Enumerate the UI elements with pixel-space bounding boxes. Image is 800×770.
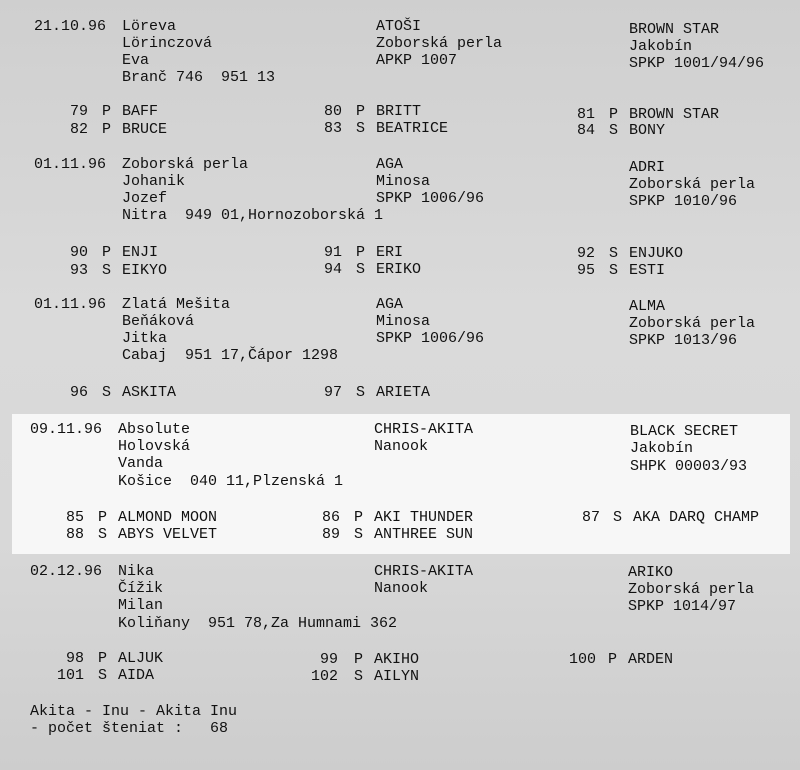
dam-name: BLACK SECRET xyxy=(630,423,739,440)
puppy-number: 87 xyxy=(581,509,600,526)
puppy-number: 98 xyxy=(65,650,84,667)
puppy-sex: S xyxy=(102,384,112,401)
puppy-number: 97 xyxy=(323,384,342,401)
puppy-name: BEATRICE xyxy=(376,120,449,137)
puppy-name: ANTHREE SUN xyxy=(374,526,474,543)
puppy-sex: P xyxy=(608,651,618,668)
puppy-name: EIKYO xyxy=(122,262,168,279)
puppy-number: 96 xyxy=(69,384,88,401)
puppy-number: 91 xyxy=(323,244,342,261)
sire-name: AGA xyxy=(376,156,404,173)
puppy-sex: P xyxy=(102,244,112,261)
dam-name: ADRI xyxy=(629,159,666,176)
puppy-name: AKA DARQ CHAMP xyxy=(633,509,760,526)
dam-name: BROWN STAR xyxy=(629,21,720,38)
puppy-count: - počet šteniat : 68 xyxy=(30,720,229,737)
puppy-name: AKIHO xyxy=(374,651,420,668)
breed-summary: Akita - Inu - Akita Inu xyxy=(30,703,238,720)
puppy-name: BRITT xyxy=(376,103,422,120)
dam-registration: SPKP 1010/96 xyxy=(629,193,738,210)
sire-kennel: Zoborská perla xyxy=(376,35,503,52)
sire-registration: APKP 1007 xyxy=(376,52,458,69)
puppy-sex: S xyxy=(356,384,366,401)
puppy-name: AILYN xyxy=(374,668,420,685)
puppy-sex: P xyxy=(609,106,619,123)
puppy-name: ENJUKO xyxy=(629,245,684,262)
breeder-first-name: Milan xyxy=(118,597,164,614)
puppy-number: 79 xyxy=(69,103,88,120)
puppy-name: ARIETA xyxy=(376,384,431,401)
puppy-sex: S xyxy=(356,261,366,278)
breeder-address: Nitra 949 01,Hornozoborská 1 xyxy=(122,207,384,224)
sire-registration: SPKP 1006/96 xyxy=(376,190,485,207)
puppy-number: 95 xyxy=(576,262,595,279)
puppy-sex: S xyxy=(354,668,364,685)
puppy-number: 86 xyxy=(321,509,340,526)
dam-kennel: Jakobín xyxy=(629,38,693,55)
puppy-name: BONY xyxy=(629,122,666,139)
kennel-name: Zoborská perla xyxy=(122,156,249,173)
puppy-name: ASKITA xyxy=(122,384,177,401)
puppy-sex: S xyxy=(98,526,108,543)
puppy-number: 99 xyxy=(319,651,338,668)
puppy-number: 102 xyxy=(310,668,338,685)
dam-registration: SHPK 00003/93 xyxy=(630,458,748,475)
breeder-address: Košice 040 11,Plzenská 1 xyxy=(118,473,344,490)
litter-date: 02.12.96 xyxy=(30,563,103,580)
breeder-first-name: Eva xyxy=(122,52,150,69)
puppy-name: ESTI xyxy=(629,262,666,279)
puppy-number: 81 xyxy=(576,106,595,123)
puppy-number: 80 xyxy=(323,103,342,120)
breeder-surname: Beňáková xyxy=(122,313,195,330)
puppy-number: 90 xyxy=(69,244,88,261)
breeder-surname: Johanik xyxy=(122,173,186,190)
litter-date: 01.11.96 xyxy=(34,156,107,173)
puppy-name: ALMOND MOON xyxy=(118,509,218,526)
puppy-sex: S xyxy=(102,262,112,279)
puppy-number: 89 xyxy=(321,526,340,543)
puppy-sex: P xyxy=(102,103,112,120)
puppy-sex: P xyxy=(354,651,364,668)
dam-name: ARIKO xyxy=(628,564,674,581)
dam-name: ALMA xyxy=(629,298,666,315)
puppy-number: 88 xyxy=(65,526,84,543)
litter-date: 21.10.96 xyxy=(34,18,107,35)
dam-kennel: Jakobín xyxy=(630,440,694,457)
puppy-name: ABYS VELVET xyxy=(118,526,218,543)
dam-registration: SPKP 1001/94/96 xyxy=(629,55,765,72)
puppy-name: BRUCE xyxy=(122,121,168,138)
breeder-address: Branč 746 951 13 xyxy=(122,69,276,86)
puppy-name: ENJI xyxy=(122,244,159,261)
sire-name: CHRIS-AKITA xyxy=(374,421,474,438)
puppy-name: BAFF xyxy=(122,103,159,120)
puppy-number: 93 xyxy=(69,262,88,279)
breeder-first-name: Vanda xyxy=(118,455,164,472)
kennel-name: Nika xyxy=(118,563,155,580)
sire-kennel: Nanook xyxy=(374,438,429,455)
kennel-name: Zlatá Mešita xyxy=(122,296,231,313)
sire-kennel: Minosa xyxy=(376,173,431,190)
puppy-number: 100 xyxy=(568,651,596,668)
puppy-sex: S xyxy=(356,120,366,137)
breeder-first-name: Jozef xyxy=(122,190,168,207)
puppy-number: 83 xyxy=(323,120,342,137)
sire-name: ATOŠI xyxy=(376,18,422,35)
puppy-sex: S xyxy=(609,122,619,139)
dam-kennel: Zoborská perla xyxy=(629,176,756,193)
breeder-first-name: Jitka xyxy=(122,330,168,347)
puppy-number: 84 xyxy=(576,122,595,139)
puppy-sex: P xyxy=(356,244,366,261)
breeder-address: Koliňany 951 78,Za Humnami 362 xyxy=(118,615,398,632)
puppy-sex: P xyxy=(354,509,364,526)
breeder-surname: Lörinczová xyxy=(122,35,213,52)
puppy-sex: S xyxy=(609,245,619,262)
sire-registration: SPKP 1006/96 xyxy=(376,330,485,347)
puppy-sex: P xyxy=(102,121,112,138)
puppy-name: ALJUK xyxy=(118,650,164,667)
litter-date: 09.11.96 xyxy=(30,421,103,438)
puppy-sex: P xyxy=(98,509,108,526)
puppy-name: ERIKO xyxy=(376,261,422,278)
litter-date: 01.11.96 xyxy=(34,296,107,313)
sire-kennel: Minosa xyxy=(376,313,431,330)
puppy-name: BROWN STAR xyxy=(629,106,720,123)
breeder-surname: Holovská xyxy=(118,438,191,455)
puppy-sex: P xyxy=(356,103,366,120)
breeder-surname: Čížik xyxy=(118,580,164,597)
breeder-address: Cabaj 951 17,Čápor 1298 xyxy=(122,347,339,364)
puppy-sex: S xyxy=(98,667,108,684)
dam-kennel: Zoborská perla xyxy=(628,581,755,598)
puppy-name: AKI THUNDER xyxy=(374,509,474,526)
sire-name: AGA xyxy=(376,296,404,313)
kennel-name: Lörevа xyxy=(122,18,177,35)
puppy-number: 92 xyxy=(576,245,595,262)
puppy-sex: S xyxy=(609,262,619,279)
puppy-number: 82 xyxy=(69,121,88,138)
puppy-number: 85 xyxy=(65,509,84,526)
dam-kennel: Zoborská perla xyxy=(629,315,756,332)
puppy-sex: S xyxy=(354,526,364,543)
puppy-number: 101 xyxy=(56,667,84,684)
puppy-name: ARDEN xyxy=(628,651,674,668)
puppy-name: ERI xyxy=(376,244,404,261)
puppy-sex: S xyxy=(613,509,623,526)
kennel-name: Absolute xyxy=(118,421,191,438)
dam-registration: SPKP 1013/96 xyxy=(629,332,738,349)
puppy-sex: P xyxy=(98,650,108,667)
puppy-number: 94 xyxy=(323,261,342,278)
dam-registration: SPKP 1014/97 xyxy=(628,598,737,615)
sire-name: CHRIS-AKITA xyxy=(374,563,474,580)
sire-kennel: Nanook xyxy=(374,580,429,597)
puppy-name: AIDA xyxy=(118,667,155,684)
